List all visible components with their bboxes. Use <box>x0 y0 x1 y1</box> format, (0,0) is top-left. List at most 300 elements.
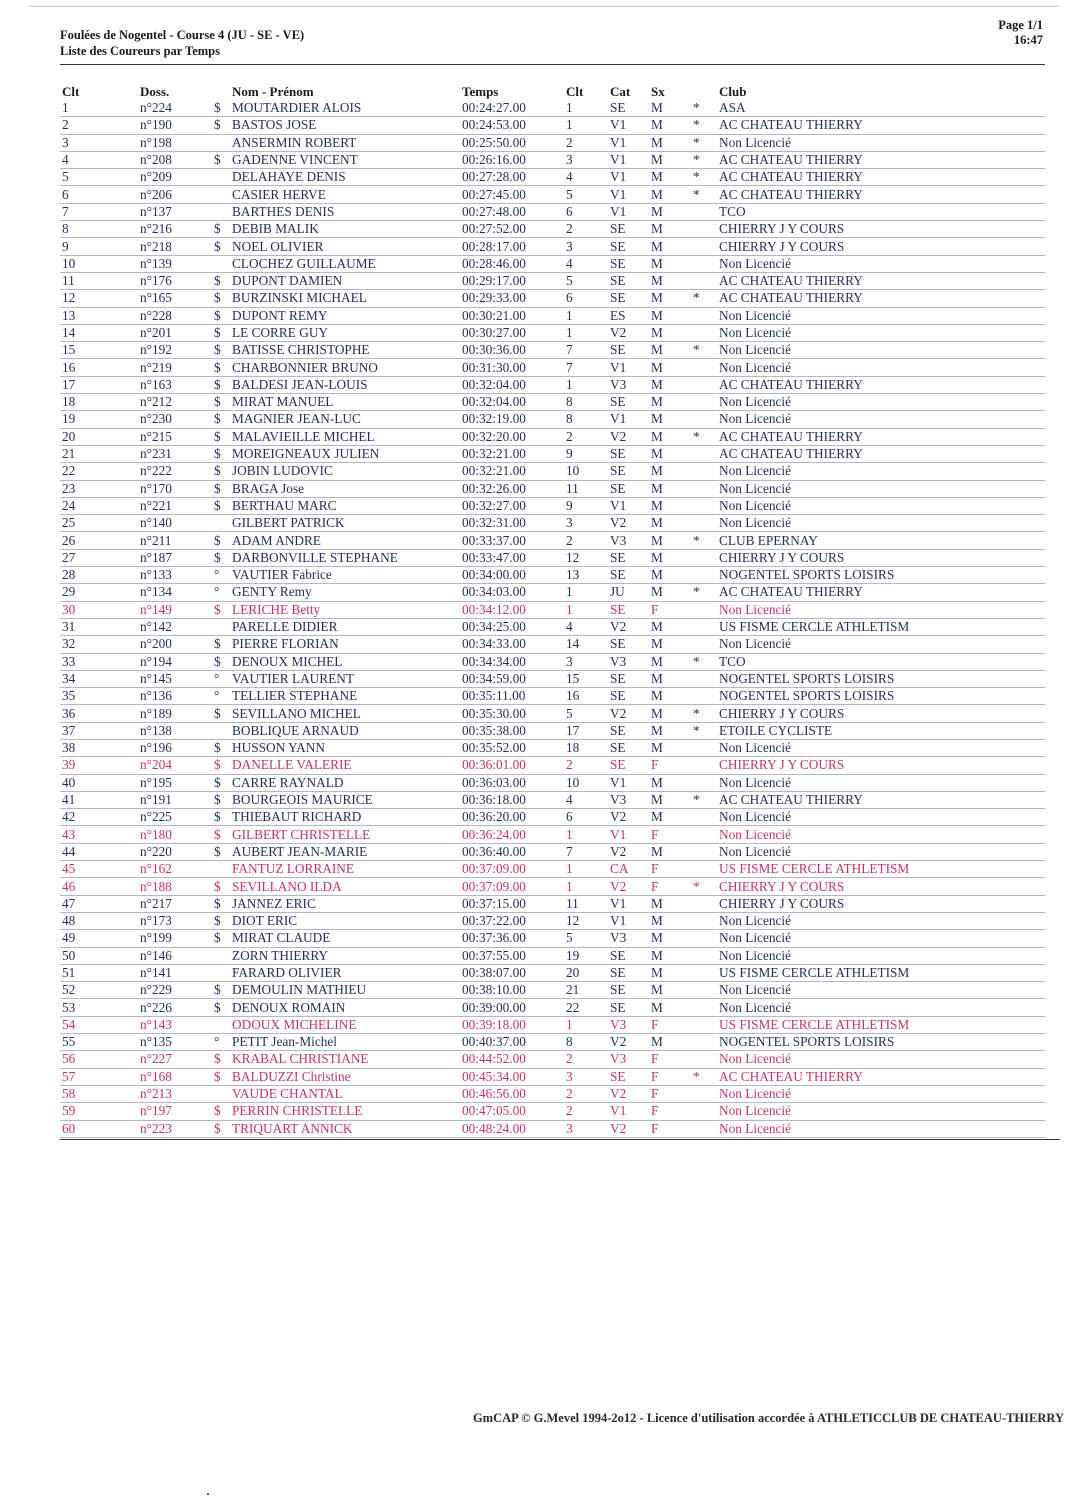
cell-cat-rank: 3 <box>566 1120 573 1136</box>
cell-license-mark: $ <box>214 497 221 513</box>
cell-sex: F <box>651 861 659 877</box>
cell-name: CARRE RAYNALD <box>232 774 344 790</box>
cell-rank: 9 <box>62 238 69 254</box>
cell-sex: M <box>651 670 663 686</box>
cell-category: V1 <box>610 913 627 929</box>
table-row <box>60 463 1045 480</box>
cell-name: BASTOS JOSE <box>232 117 317 133</box>
cell-sex: M <box>651 290 663 306</box>
cell-bib: n°165 <box>140 290 172 306</box>
table-row <box>60 117 1045 134</box>
cell-time: 00:40:37.00 <box>462 1034 526 1050</box>
cell-rank: 52 <box>62 982 76 998</box>
cell-bib: n°194 <box>140 653 172 669</box>
cell-cat-rank: 2 <box>566 134 573 150</box>
cell-club: CHIERRY J Y COURS <box>719 238 845 254</box>
cell-sex: F <box>651 826 659 842</box>
cell-license-mark: ° <box>214 1034 220 1050</box>
cell-rank: 47 <box>62 895 76 911</box>
cell-license-mark <box>212 861 230 878</box>
cell-club: Non Licencié <box>719 740 791 756</box>
cell-category: SE <box>610 567 626 583</box>
cell-club: AC CHATEAU THIERRY <box>719 428 863 444</box>
cell-bib: n°168 <box>140 1068 172 1084</box>
cell-rank: 23 <box>62 480 76 496</box>
cell-club: NOGENTEL SPORTS LOISIRS <box>719 670 895 686</box>
cell-bib: n°162 <box>140 861 172 877</box>
cell-cat-rank: 4 <box>566 792 573 808</box>
cell-cat-rank: 19 <box>566 947 580 963</box>
cell-sex: F <box>651 601 659 617</box>
cell-sex: M <box>651 411 663 427</box>
cell-license-mark: ° <box>214 688 220 704</box>
cell-club: Non Licencié <box>719 480 791 496</box>
cell-name: BOBLIQUE ARNAUD <box>232 722 359 738</box>
cell-category: SE <box>610 273 626 289</box>
cell-license-mark <box>212 964 230 981</box>
cell-cat-rank: 16 <box>566 688 580 704</box>
cell-time: 00:30:27.00 <box>462 325 526 340</box>
cell-marker <box>691 238 717 255</box>
cell-time: 00:48:24.00 <box>462 1120 526 1136</box>
cell-license-mark: $ <box>214 273 221 289</box>
cell-bib: n°217 <box>140 895 172 911</box>
cell-rank: 39 <box>62 757 76 773</box>
table-row <box>60 342 1045 359</box>
cell-bib: n°228 <box>140 307 172 323</box>
cell-license-mark: $ <box>214 480 221 496</box>
cell-time: 00:37:09.00 <box>462 878 526 894</box>
cell-cat-rank: 17 <box>566 722 580 738</box>
cell-rank: 28 <box>62 567 76 583</box>
table-row <box>60 480 1045 497</box>
cell-bib: n°201 <box>140 325 172 340</box>
cell-license-mark: ° <box>214 670 220 686</box>
cell-marker: * <box>693 584 700 600</box>
cell-bib: n°142 <box>140 619 172 635</box>
cell-club: Non Licencié <box>719 497 791 513</box>
cell-bib: n°137 <box>140 203 172 219</box>
cell-club: Non Licencié <box>719 342 791 358</box>
cell-cat-rank: 13 <box>566 567 580 583</box>
cell-name: PIERRE FLORIAN <box>232 636 339 652</box>
cell-time: 00:34:00.00 <box>462 567 526 583</box>
cell-license-mark: $ <box>214 532 221 548</box>
cell-marker <box>691 826 717 843</box>
cell-license-mark <box>212 618 230 635</box>
cell-category: V2 <box>610 1120 627 1136</box>
cell-sex: M <box>651 619 663 635</box>
cell-time: 00:27:52.00 <box>462 221 526 237</box>
cell-time: 00:46:56.00 <box>462 1086 526 1102</box>
cell-category: V3 <box>610 653 627 669</box>
cell-club: NOGENTEL SPORTS LOISIRS <box>719 567 895 583</box>
cell-rank: 51 <box>62 964 76 980</box>
cell-cat-rank: 5 <box>566 273 573 289</box>
cell-category: V3 <box>610 1016 627 1032</box>
cell-club: Non Licencié <box>719 411 791 427</box>
cell-club: CHIERRY J Y COURS <box>719 221 845 237</box>
cell-club: CLUB EPERNAY <box>719 532 818 548</box>
cell-time: 00:33:47.00 <box>462 549 526 565</box>
cell-sex: M <box>651 117 663 133</box>
cell-license-mark: $ <box>214 117 221 133</box>
footer-license: GmCAP © G.Mevel 1994-2o12 - Licence d'utilisation accordée à ATHLETICCLUB DE CHATEAU-THIERRY <box>472 1411 1064 1425</box>
cell-license-mark: $ <box>214 1103 221 1119</box>
document-title: Foulées de Nogentel - Course 4 (JU - SE - VE) <box>60 28 305 42</box>
cell-rank: 36 <box>62 705 76 721</box>
cell-category: SE <box>610 238 626 254</box>
cell-bib: n°199 <box>140 930 172 946</box>
cell-bib: n°206 <box>140 186 172 202</box>
cell-license-mark: $ <box>214 549 221 565</box>
cell-sex: M <box>651 203 663 219</box>
document-subtitle: Liste des Coureurs par Temps <box>60 44 220 58</box>
cell-license-mark: $ <box>214 792 221 808</box>
cell-rank: 2 <box>62 117 69 133</box>
cell-club: US FISME CERCLE ATHLETISM <box>719 619 910 635</box>
cell-bib: n°188 <box>140 878 172 894</box>
cell-club: Non Licencié <box>719 463 791 479</box>
cell-marker <box>691 359 717 376</box>
table-row <box>60 653 1045 670</box>
cell-name: SEVILLANO MICHEL <box>232 705 361 721</box>
cell-marker <box>691 376 717 393</box>
cell-rank: 43 <box>62 826 76 842</box>
cell-time: 00:30:21.00 <box>462 307 526 323</box>
cell-category: SE <box>610 670 626 686</box>
cell-sex: F <box>651 1068 659 1084</box>
cell-name: DELAHAYE DENIS <box>232 169 346 185</box>
cell-marker <box>691 1085 717 1102</box>
cell-rank: 54 <box>62 1016 76 1032</box>
cell-time: 00:35:11.00 <box>462 688 526 704</box>
table-row <box>60 982 1045 999</box>
cell-club: ETOILE CYCLISTE <box>719 722 833 738</box>
table-row <box>60 359 1045 376</box>
cell-cat-rank: 1 <box>566 1016 573 1032</box>
cell-bib: n°200 <box>140 636 172 652</box>
cell-time: 00:44:52.00 <box>462 1051 526 1067</box>
cell-marker <box>691 480 717 497</box>
cell-license-mark <box>212 947 230 964</box>
cell-category: V2 <box>610 428 627 444</box>
cell-bib: n°224 <box>140 100 172 116</box>
table-row <box>60 809 1045 826</box>
cell-cat-rank: 2 <box>566 1051 573 1067</box>
cell-sex: M <box>651 428 663 444</box>
cell-license-mark: $ <box>214 394 221 410</box>
cell-category: SE <box>610 1068 626 1084</box>
cell-category: V2 <box>610 619 627 635</box>
cell-license-mark: $ <box>214 342 221 358</box>
cell-marker <box>691 774 717 791</box>
cell-rank: 5 <box>62 169 69 185</box>
cell-bib: n°208 <box>140 152 172 168</box>
cell-time: 00:27:45.00 <box>462 186 526 202</box>
cell-category: SE <box>610 722 626 738</box>
cell-club: Non Licencié <box>719 1086 791 1102</box>
cell-name: PETIT Jean-Michel <box>232 1034 337 1050</box>
cell-rank: 34 <box>62 670 76 686</box>
cell-time: 00:36:18.00 <box>462 792 526 808</box>
cell-time: 00:34:25.00 <box>462 619 526 635</box>
cell-license-mark: $ <box>214 913 221 929</box>
cell-category: V1 <box>610 169 627 185</box>
cell-club: AC CHATEAU THIERRY <box>719 152 863 168</box>
cell-marker <box>691 947 717 964</box>
cell-license-mark: $ <box>214 411 221 427</box>
cell-sex: M <box>651 152 663 168</box>
cell-license-mark: $ <box>214 878 221 894</box>
table-row <box>60 290 1045 307</box>
cell-marker <box>691 964 717 981</box>
cell-category: V3 <box>610 376 627 392</box>
cell-club: CHIERRY J Y COURS <box>719 895 845 911</box>
cell-club: Non Licencié <box>719 134 791 150</box>
cell-name: BALDESI JEAN-LOUIS <box>232 376 368 392</box>
table-row <box>60 221 1045 238</box>
cell-license-mark: $ <box>214 359 221 375</box>
cell-marker <box>691 463 717 480</box>
cell-cat-rank: 2 <box>566 757 573 773</box>
cell-bib: n°176 <box>140 273 172 289</box>
cell-club: Non Licencié <box>719 255 791 271</box>
cell-rank: 38 <box>62 740 76 756</box>
cell-name: ZORN THIERRY <box>232 947 329 963</box>
col-sex-header: Sx <box>651 84 665 99</box>
cell-license-mark: $ <box>214 1051 221 1067</box>
cell-sex: M <box>651 134 663 150</box>
cell-sex: M <box>651 169 663 185</box>
cell-license-mark: $ <box>214 100 221 116</box>
cell-bib: n°140 <box>140 515 172 531</box>
cell-sex: M <box>651 792 663 808</box>
cell-cat-rank: 4 <box>566 169 573 185</box>
table-row <box>60 428 1045 445</box>
cell-sex: M <box>651 238 663 254</box>
cell-category: V2 <box>610 1086 627 1102</box>
cell-sex: M <box>651 497 663 513</box>
cell-time: 00:34:33.00 <box>462 636 526 652</box>
cell-sex: M <box>651 359 663 375</box>
table-row <box>60 497 1045 514</box>
cell-sex: M <box>651 740 663 756</box>
cell-sex: M <box>651 636 663 652</box>
cell-club: TCO <box>719 203 746 219</box>
cell-name: BERTHAU MARC <box>232 497 337 513</box>
cell-rank: 29 <box>62 584 76 600</box>
cell-category: ES <box>610 307 626 323</box>
cell-time: 00:47:05.00 <box>462 1103 526 1119</box>
cell-license-mark <box>212 203 230 220</box>
cell-club: CHIERRY J Y COURS <box>719 878 845 894</box>
cell-rank: 31 <box>62 619 76 635</box>
cell-club: Non Licencié <box>719 843 791 859</box>
cell-license-mark: $ <box>214 999 221 1015</box>
cell-rank: 7 <box>62 203 69 219</box>
cell-bib: n°138 <box>140 722 172 738</box>
cell-marker <box>691 670 717 687</box>
cell-marker <box>691 445 717 462</box>
cell-cat-rank: 7 <box>566 342 573 358</box>
cell-cat-rank: 1 <box>566 861 573 877</box>
cell-marker: * <box>693 722 700 738</box>
cell-sex: M <box>651 688 663 704</box>
cell-category: SE <box>610 549 626 565</box>
cell-bib: n°215 <box>140 428 172 444</box>
cell-time: 00:37:55.00 <box>462 947 526 963</box>
cell-name: MAGNIER JEAN-LUC <box>232 411 361 427</box>
cell-license-mark: $ <box>214 446 221 462</box>
cell-rank: 13 <box>62 307 76 323</box>
cell-category: SE <box>610 964 626 980</box>
cell-cat-rank: 12 <box>566 913 580 929</box>
cell-time: 00:37:36.00 <box>462 930 526 946</box>
cell-club: Non Licencié <box>719 307 791 323</box>
cell-category: SE <box>610 463 626 479</box>
cell-category: V1 <box>610 1103 627 1119</box>
cell-club: Non Licencié <box>719 999 791 1015</box>
cell-sex: M <box>651 1034 663 1050</box>
cell-name: TRIQUART ANNICK <box>232 1120 353 1136</box>
table-row <box>60 618 1045 635</box>
cell-rank: 46 <box>62 878 76 894</box>
cell-cat-rank: 9 <box>566 446 573 462</box>
cell-sex: M <box>651 480 663 496</box>
cell-name: ANSERMIN ROBERT <box>232 134 357 150</box>
cell-rank: 11 <box>62 273 75 289</box>
table-row <box>60 151 1045 168</box>
cell-sex: M <box>651 653 663 669</box>
cell-cat-rank: 1 <box>566 100 573 116</box>
cell-cat-rank: 3 <box>566 1068 573 1084</box>
cell-cat-rank: 1 <box>566 584 573 600</box>
col-bib-header: Doss. <box>140 84 170 99</box>
cell-time: 00:29:33.00 <box>462 290 526 306</box>
cell-cat-rank: 11 <box>566 480 579 496</box>
cell-rank: 16 <box>62 359 76 375</box>
cell-rank: 60 <box>62 1120 76 1136</box>
cell-rank: 30 <box>62 601 76 617</box>
cell-cat-rank: 14 <box>566 636 580 652</box>
cell-bib: n°218 <box>140 238 172 254</box>
table-row <box>60 636 1045 653</box>
cell-rank: 27 <box>62 549 76 565</box>
cell-time: 00:36:01.00 <box>462 757 526 773</box>
cell-club: AC CHATEAU THIERRY <box>719 117 863 133</box>
cell-time: 00:34:59.00 <box>462 670 526 686</box>
cell-license-mark: $ <box>214 221 221 237</box>
table-row <box>60 912 1045 929</box>
cell-license-mark: $ <box>214 740 221 756</box>
cell-rank: 6 <box>62 186 69 202</box>
cell-bib: n°133 <box>140 567 172 583</box>
cell-license-mark: $ <box>214 636 221 652</box>
cell-sex: M <box>651 584 663 600</box>
cell-rank: 21 <box>62 446 76 462</box>
cell-bib: n°196 <box>140 740 172 756</box>
cell-bib: n°139 <box>140 255 172 271</box>
cell-category: V1 <box>610 152 627 168</box>
cell-cat-rank: 2 <box>566 532 573 548</box>
cell-cat-rank: 18 <box>566 740 580 756</box>
cell-cat-rank: 7 <box>566 359 573 375</box>
cell-cat-rank: 3 <box>566 152 573 168</box>
cell-license-mark <box>212 169 230 186</box>
table-row <box>60 601 1045 618</box>
cell-marker <box>691 324 717 341</box>
table-row <box>60 999 1045 1016</box>
cell-name: NOEL OLIVIER <box>232 238 324 254</box>
cell-rank: 48 <box>62 913 76 929</box>
cell-rank: 3 <box>62 134 69 150</box>
cell-sex: F <box>651 757 659 773</box>
cell-time: 00:32:27.00 <box>462 497 526 513</box>
cell-time: 00:32:04.00 <box>462 394 526 410</box>
cell-time: 00:28:17.00 <box>462 238 526 254</box>
cell-bib: n°213 <box>140 1086 172 1102</box>
table-row <box>60 100 1045 117</box>
cell-category: V2 <box>610 705 627 721</box>
cell-bib: n°226 <box>140 999 172 1015</box>
cell-category: SE <box>610 221 626 237</box>
cell-club: AC CHATEAU THIERRY <box>719 290 863 306</box>
cell-club: Non Licencié <box>719 913 791 929</box>
cell-sex: F <box>651 1016 659 1032</box>
cell-rank: 58 <box>62 1086 76 1102</box>
cell-club: CHIERRY J Y COURS <box>719 549 845 565</box>
cell-club: Non Licencié <box>719 636 791 652</box>
cell-cat-rank: 1 <box>566 826 573 842</box>
cell-cat-rank: 6 <box>566 203 573 219</box>
cell-time: 00:31:30.00 <box>462 359 526 375</box>
cell-time: 00:32:19.00 <box>462 411 526 427</box>
table-row <box>60 774 1045 791</box>
cell-name: JOBIN LUDOVIC <box>232 463 333 479</box>
cell-time: 00:26:16.00 <box>462 152 526 168</box>
cell-name: BALDUZZI Christine <box>232 1068 351 1084</box>
cell-license-mark: $ <box>214 325 221 340</box>
cell-time: 00:38:07.00 <box>462 964 526 980</box>
cell-cat-rank: 3 <box>566 515 573 531</box>
table-row <box>60 411 1045 428</box>
cell-bib: n°229 <box>140 982 172 998</box>
cell-category: SE <box>610 740 626 756</box>
cell-category: SE <box>610 636 626 652</box>
cell-cat-rank: 4 <box>566 255 573 271</box>
cell-club: CHIERRY J Y COURS <box>719 705 845 721</box>
cell-sex: M <box>651 273 663 289</box>
cell-name: JANNEZ ERIC <box>232 895 316 911</box>
cell-license-mark <box>212 1085 230 1102</box>
cell-rank: 44 <box>62 843 76 859</box>
cell-bib: n°211 <box>140 532 172 548</box>
cell-license-mark: $ <box>214 930 221 946</box>
cell-name: VAUTIER Fabrice <box>232 567 332 583</box>
cell-club: Non Licencié <box>719 930 791 946</box>
cell-club: AC CHATEAU THIERRY <box>719 273 863 289</box>
table-row <box>60 1085 1045 1102</box>
cell-category: SE <box>610 947 626 963</box>
cell-license-mark: $ <box>214 238 221 254</box>
cell-name: MOUTARDIER ALOIS <box>232 100 362 116</box>
cell-category: V1 <box>610 411 627 427</box>
cell-cat-rank: 5 <box>566 705 573 721</box>
cell-name: VAUDE CHANTAL <box>232 1086 343 1102</box>
cell-cat-rank: 6 <box>566 290 573 306</box>
cell-rank: 10 <box>62 255 76 271</box>
